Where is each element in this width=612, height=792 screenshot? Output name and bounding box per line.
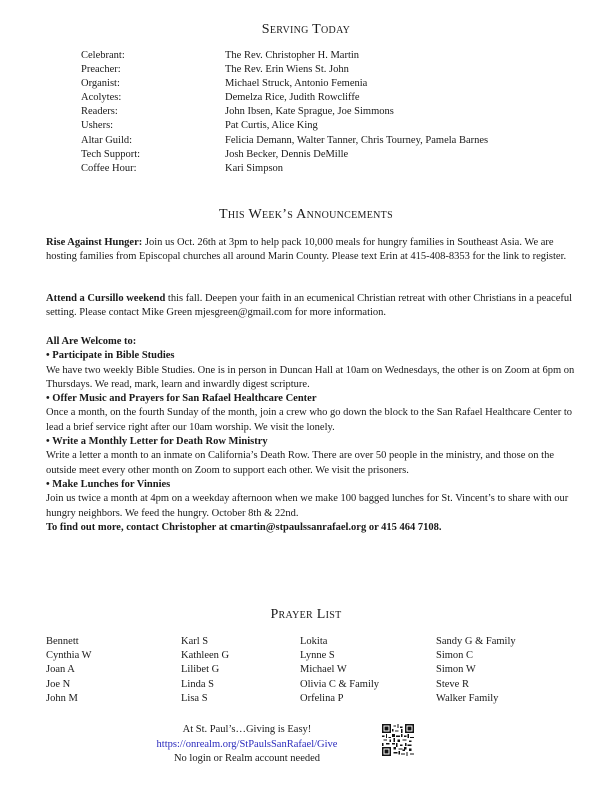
- all-are-welcome-title: All Are Welcome to:: [46, 336, 137, 347]
- prayer-list-name: Walker Family: [436, 692, 499, 704]
- serving-role-row: [81, 105, 488, 119]
- serving-role-names: Michael Struck, Antonio Femenia: [225, 78, 368, 90]
- prayer-list-name: Lilibet G: [181, 664, 220, 676]
- prayer-list-name: Lisa S: [181, 692, 208, 704]
- cursillo-title: Attend a Cursillo weekend: [46, 293, 166, 304]
- giving-block: [130, 723, 364, 767]
- serving-role-label: Coffee Hour:: [81, 162, 137, 174]
- serving-roles-list: [81, 49, 488, 176]
- rise-against-hunger-body: Join us Oct. 26th at 3pm to help pack 10,000 meals for hungry families in Southeast Asia. We are hosting families from Episcopal churches all around Marin County. Please text Erin at 415-408-8353 for the link to register.: [46, 237, 567, 263]
- serving-role-row: [81, 63, 488, 77]
- serving-role-names: The Rev. Christopher H. Martin: [225, 50, 360, 61]
- prayer-list-name: Joan A: [46, 664, 75, 676]
- giving-link[interactable]: https://onrealm.org/StPaulsSanRafael/Give: [156, 738, 338, 750]
- serving-role-names: Josh Becker, Dennis DeMille: [225, 148, 349, 160]
- serving-role-label: Readers:: [81, 106, 118, 118]
- prayer-list-name: Michael W: [300, 664, 347, 676]
- prayer-column-2: [181, 635, 229, 706]
- serving-role-label: Preacher:: [81, 64, 121, 76]
- cursillo-announcement: [46, 292, 576, 321]
- healthcare-center-body: Once a month, on the fourth Sunday of the month, join a crew who go down the block to the San Rafael Healthcare Center to lead a brief service right after our 10am worship. We visit the lonely.: [46, 407, 573, 433]
- prayer-list-name: John M: [46, 692, 78, 704]
- serving-role-names: The Rev. Erin Wiens St. John: [225, 64, 349, 76]
- prayer-list-name: Lynne S: [300, 650, 335, 662]
- announcements-heading: This Week’s Announcements: [219, 207, 393, 222]
- serving-today-heading: Serving Today: [261, 22, 351, 37]
- healthcare-center-title: • Offer Music and Prayers for San Rafael Healthcare Center: [46, 393, 317, 405]
- bible-studies-title: • Participate in Bible Studies: [46, 350, 175, 362]
- prayer-list-name: Sandy G & Family: [436, 636, 516, 647]
- prayer-column-4: [436, 635, 516, 706]
- rise-against-hunger-title: Rise Against Hunger:: [46, 237, 143, 248]
- serving-role-names: Pat Curtis, Alice King: [225, 120, 318, 132]
- rise-against-hunger-announcement: [46, 236, 576, 265]
- prayer-list-name: Orfelina P: [300, 692, 344, 704]
- serving-role-names: Felicia Demann, Walter Tanner, Chris Tourney, Pamela Barnes: [225, 134, 489, 146]
- serving-role-names: Kari Simpson: [225, 162, 284, 174]
- serving-role-label: Acolytes:: [81, 92, 122, 104]
- prayer-list-name: Kathleen G: [181, 650, 230, 662]
- cursillo-body: this fall. Deepen your faith in an ecumenical Christian retreat with other Christians in a peaceful setting. Please contact Mike Green mjesgreen@gmail.com for more information.: [46, 293, 573, 319]
- death-row-ministry-body: Write a letter a month to an inmate on California’s Death Row. There are over 50 people in the ministry, and those on the outside meet every other month on Zoom to support each other. We visit the prisoners.: [46, 450, 554, 476]
- qr-code-icon[interactable]: [382, 722, 414, 758]
- serving-role-row: [81, 77, 488, 91]
- contact-line: To find out more, contact Christopher at cmartin@stpaulssanrafael.org or 415 464 7108.: [46, 521, 442, 533]
- vinnies-lunches-title: • Make Lunches for Vinnies: [46, 478, 171, 490]
- serving-role-row: [81, 49, 488, 63]
- prayer-list-heading: Prayer List: [270, 607, 342, 622]
- serving-role-row: [81, 162, 488, 176]
- prayer-column-3: [300, 635, 379, 706]
- prayer-column-1: [46, 635, 92, 706]
- serving-role-row: [81, 91, 488, 105]
- serving-role-names: John Ibsen, Kate Sprague, Joe Simmons: [225, 106, 394, 118]
- prayer-list-name: Simon W: [436, 664, 476, 676]
- prayer-list-name: Simon C: [436, 650, 474, 662]
- serving-role-names: Demelza Rice, Judith Rowcliffe: [225, 92, 360, 104]
- prayer-list-name: Karl S: [181, 636, 209, 647]
- serving-role-row: [81, 134, 488, 148]
- bible-studies-body: We have two weekly Bible Studies. One is in person in Duncan Hall at 10am on Wednesdays, the other is on Zoom at 6pm on Thursdays. We read, mark, learn and inwardly digest scripture.: [46, 364, 575, 390]
- giving-tagline: At St. Paul’s…Giving is Easy!: [182, 724, 312, 735]
- prayer-list-name: Steve R: [436, 678, 469, 690]
- serving-role-label: Celebrant:: [81, 50, 125, 61]
- giving-note: No login or Realm account needed: [173, 753, 321, 764]
- death-row-ministry-title: • Write a Monthly Letter for Death Row Ministry: [46, 436, 268, 448]
- all-are-welcome-section: [46, 335, 576, 535]
- prayer-list-name: Joe N: [46, 678, 71, 690]
- serving-role-row: [81, 148, 488, 162]
- serving-role-label: Tech Support:: [81, 148, 141, 160]
- prayer-list-name: Linda S: [181, 678, 214, 690]
- serving-role-label: Organist:: [81, 78, 120, 90]
- serving-role-row: [81, 119, 488, 133]
- prayer-list-name: Olivia C & Family: [300, 678, 380, 690]
- serving-role-label: Altar Guild:: [81, 134, 133, 146]
- serving-role-label: Ushers:: [81, 120, 114, 132]
- prayer-list-name: Cynthia W: [46, 650, 92, 662]
- vinnies-lunches-body: Join us twice a month at 4pm on a weekday afternoon when we make 100 bagged lunches for St. Vincent’s to share with our hungry neighbors. We feed the hungry. October 8th & 22nd.: [46, 493, 569, 519]
- prayer-list-name: Lokita: [300, 636, 328, 647]
- prayer-list-name: Bennett: [46, 636, 79, 647]
